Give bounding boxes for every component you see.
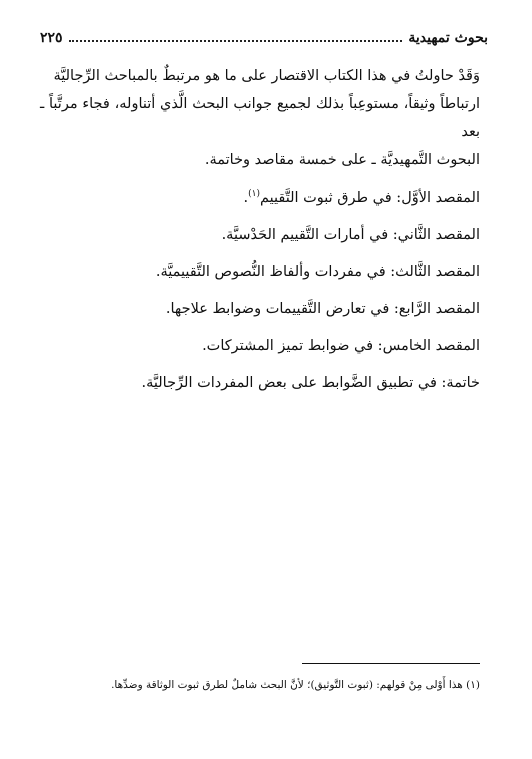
- outline-item-text: خاتمة: في تطبيق الضَّوابط على بعض المفردات الرِّجاليَّة.: [141, 375, 480, 391]
- footnote-marker[interactable]: (١): [248, 189, 260, 200]
- outline-item-text: المقصد الخامس: في ضوابط تميز المشتركات.: [202, 338, 480, 354]
- footnote-text: (١) هذا أَوْلى مِنْ قولهم: (ثبوت التَّوثيق)؛ لأنَّ البحث شاملٌ لطرق ثبوت الوثاقة وضدِّها.: [111, 679, 480, 691]
- intro-line: وَقَدْ حاولتُ في هذا الكتاب الاقتصار على ما هو مرتبطٌ بالمباحث الرِّجاليَّة: [53, 68, 480, 84]
- footnote-separator: [302, 663, 480, 664]
- running-header: [40, 27, 488, 49]
- page-body: [40, 62, 480, 402]
- outline-item-fourth: [40, 291, 480, 328]
- intro-paragraph: [40, 62, 480, 174]
- outline-item-conclusion: [40, 365, 480, 402]
- outline-item-first: [40, 180, 480, 217]
- outline-item-second: [40, 217, 480, 254]
- outline-item-tail: .: [243, 190, 249, 206]
- running-head-title: بحوث تمهيدية: [408, 30, 488, 46]
- intro-line: ارتباطاً وثيقاً، مستوعِباً بذلك لجميع جوانب البحث الَّذي أتناوله، فجاء مرتَّباً ـ بعد: [40, 96, 480, 140]
- outline-item-third: [40, 254, 480, 291]
- page-number: ٢٢٥: [40, 30, 63, 46]
- outline-item-text: المقصد الثَّالث: في مفردات وألفاظ النُّصوص التَّقييميَّة.: [155, 264, 480, 280]
- dotted-leader: [69, 40, 403, 42]
- footnote: [40, 677, 480, 693]
- outline-item-fifth: [40, 328, 480, 365]
- intro-line: البحوث التَّمهيديَّة ـ على خمسة مقاصد وخاتمة.: [204, 152, 480, 168]
- outline-item-text: المقصد الأوَّل: في طرق ثبوت التَّقييم: [259, 190, 480, 206]
- outline-item-text: المقصد الرَّابع: في تعارض التَّقييمات وضوابط علاجها.: [165, 301, 480, 317]
- outline-item-text: المقصد الثَّاني: في أمارات التَّقييم الحَدْسيَّة.: [221, 227, 480, 243]
